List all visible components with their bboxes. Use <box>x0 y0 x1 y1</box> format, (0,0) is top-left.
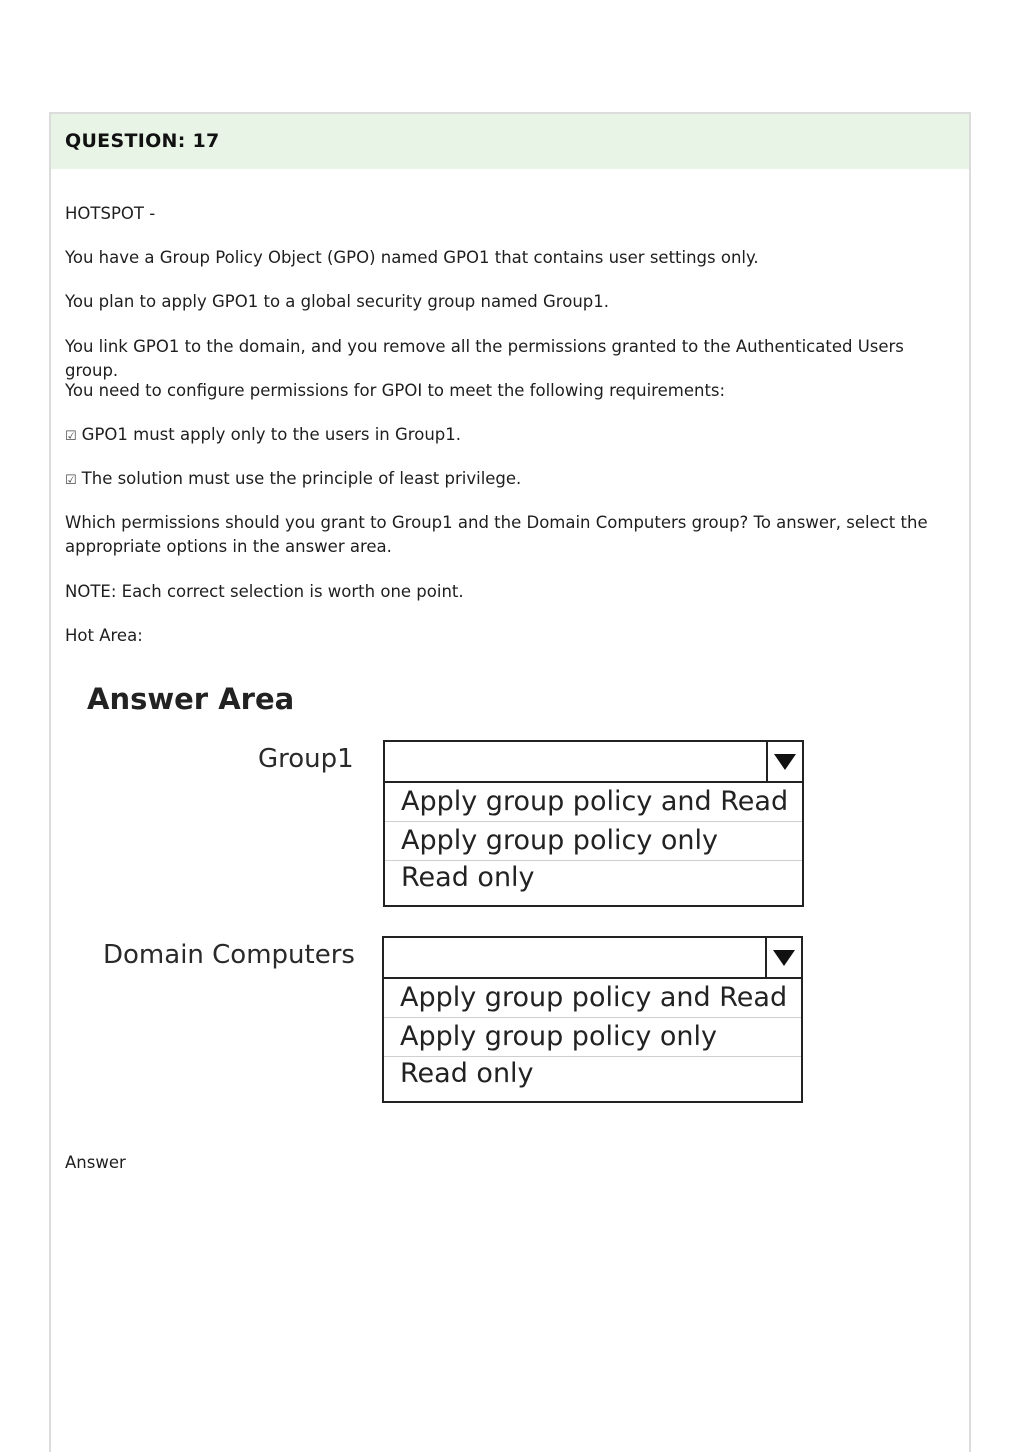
dropdown-option[interactable]: Apply group policy and Read <box>385 783 802 822</box>
dropdown-option[interactable]: Read only <box>401 862 535 893</box>
paragraph-2: You plan to apply GPO1 to a global security group named Group1. <box>65 292 609 311</box>
note: NOTE: Each correct selection is worth one point. <box>65 582 464 601</box>
chevron-down-icon[interactable] <box>766 742 802 781</box>
requirement-1 <box>65 423 945 449</box>
hotspot-label: HOTSPOT - <box>65 204 156 223</box>
dropdown-group1[interactable] <box>383 740 804 907</box>
answer-area-title: Answer Area <box>87 682 295 716</box>
question-title: QUESTION: 17 <box>65 130 220 152</box>
hot-area-label: Hot Area: <box>65 626 143 645</box>
requirement-1-text: GPO1 must apply only to the users in Group1. <box>81 425 461 444</box>
dropdown-option[interactable]: Apply group policy only <box>384 1018 801 1057</box>
dropdown-option[interactable]: Read only <box>400 1058 534 1089</box>
row-label-domain-computers: Domain Computers <box>103 940 355 970</box>
paragraph-4: You need to configure permissions for GPOI to meet the following requirements: <box>65 381 726 400</box>
checkbox-bullet-icon: ☑ <box>65 473 77 488</box>
question-header <box>51 114 969 169</box>
dropdown-domain-computers[interactable] <box>382 936 803 1103</box>
checkbox-bullet-icon: ☑ <box>65 429 77 444</box>
row-label-group1: Group1 <box>258 744 354 774</box>
paragraph-5: Which permissions should you grant to Group1 and the Domain Computers group? To answer, select the appropriate options in the answer area. <box>65 513 928 556</box>
answer-label: Answer <box>65 1153 126 1172</box>
requirement-2-text: The solution must use the principle of least privilege. <box>81 469 522 488</box>
dropdown-group1-selected[interactable] <box>385 742 802 783</box>
dropdown-option[interactable]: Apply group policy and Read <box>384 979 801 1018</box>
chevron-down-icon[interactable] <box>765 938 801 977</box>
paragraph-3: You link GPO1 to the domain, and you remove all the permissions granted to the Authenticated Users group. <box>65 337 904 380</box>
dropdown-domain-computers-selected[interactable] <box>384 938 801 979</box>
requirement-2 <box>65 467 945 493</box>
paragraph-1: You have a Group Policy Object (GPO) named GPO1 that contains user settings only. <box>65 248 759 267</box>
dropdown-option[interactable]: Apply group policy only <box>385 822 802 861</box>
